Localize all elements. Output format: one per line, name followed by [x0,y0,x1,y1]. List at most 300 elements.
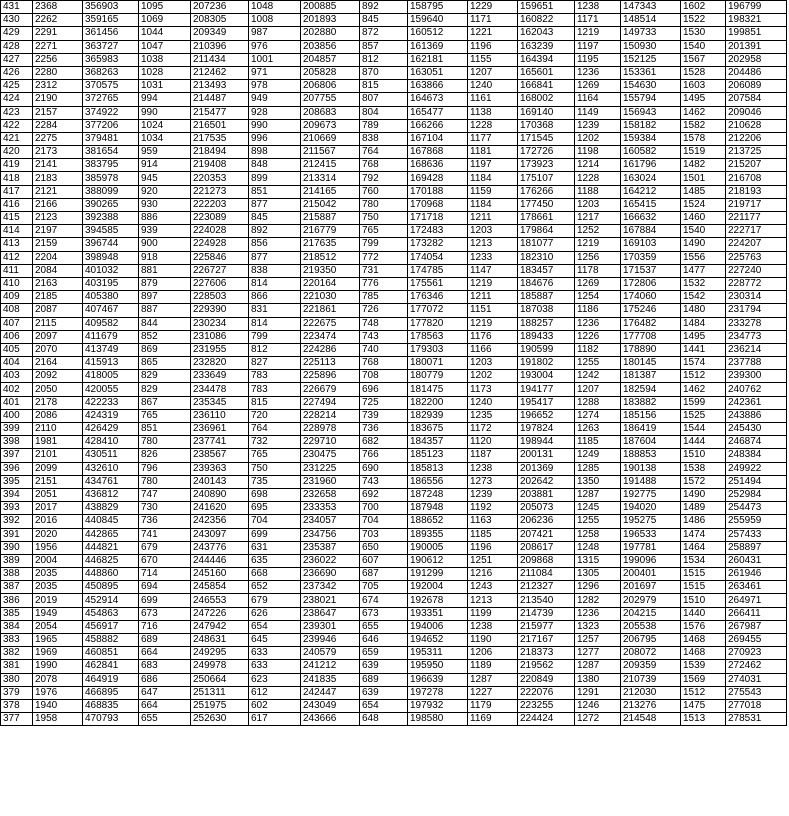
table-cell: 1207 [468,66,518,79]
table-cell: 1258 [575,528,621,541]
table-cell: 167868 [408,146,468,159]
table-cell: 219562 [518,660,575,673]
table-cell: 928 [249,106,301,119]
table-cell: 191488 [621,475,681,488]
table-cell: 699 [139,594,191,607]
table-cell: 225846 [191,251,249,264]
table-cell: 1477 [681,264,726,277]
table-cell: 231225 [301,462,360,475]
table-cell: 2097 [33,330,83,343]
table-cell: 892 [360,1,408,14]
table-cell: 247226 [191,607,249,620]
table-row [1,212,787,225]
table-row [1,686,787,699]
table-cell: 1236 [575,607,621,620]
row-index-cell: 426 [1,66,33,79]
table-cell: 655 [360,620,408,633]
table-cell: 2019 [33,594,83,607]
table-cell: 1490 [681,488,726,501]
table-row [1,317,787,330]
table-cell: 1197 [468,159,518,172]
table-cell: 1120 [468,436,518,449]
table-cell: 215207 [726,159,787,172]
table-cell: 269455 [726,634,787,647]
table-cell: 155794 [621,93,681,106]
table-cell: 184357 [408,436,468,449]
row-index-cell: 414 [1,225,33,238]
table-cell: 236214 [726,343,787,356]
table-cell: 1315 [575,554,621,567]
table-cell: 2110 [33,423,83,436]
table-cell: 2016 [33,515,83,528]
table-cell: 187948 [408,502,468,515]
table-cell: 196533 [621,528,681,541]
table-cell: 188853 [621,449,681,462]
row-index-cell: 404 [1,357,33,370]
table-cell: 838 [249,264,301,277]
table-cell: 2020 [33,528,83,541]
table-cell: 866 [249,291,301,304]
table-row [1,502,787,515]
table-cell: 1273 [468,475,518,488]
row-index-cell: 406 [1,330,33,343]
row-index-cell: 428 [1,40,33,53]
table-cell: 230475 [301,449,360,462]
table-cell: 1155 [468,53,518,66]
table-cell: 1287 [575,488,621,501]
table-cell: 1179 [468,699,518,712]
table-cell: 226727 [191,264,249,277]
table-cell: 183457 [518,264,575,277]
table-cell: 831 [249,304,301,317]
table-cell: 1578 [681,132,726,145]
table-cell: 1513 [681,713,726,726]
table-cell: 205073 [518,502,575,515]
table-cell: 741 [139,528,191,541]
table-cell: 765 [139,409,191,422]
table-cell: 215042 [301,198,360,211]
table-cell: 1515 [681,581,726,594]
table-row [1,251,787,264]
table-cell: 815 [249,396,301,409]
table-cell: 223255 [518,699,575,712]
table-cell: 440845 [83,515,139,528]
table-cell: 232658 [301,488,360,501]
table-cell: 2121 [33,185,83,198]
table-cell: 1203 [468,357,518,370]
table-cell: 218494 [191,146,249,159]
table-cell: 743 [360,330,408,343]
table-cell: 1171 [575,14,621,27]
table-cell: 251311 [191,686,249,699]
table-cell: 234756 [301,528,360,541]
table-cell: 1047 [139,40,191,53]
table-cell: 206806 [301,80,360,93]
table-cell: 650 [360,541,408,554]
table-cell: 838 [360,132,408,145]
table-cell: 714 [139,568,191,581]
table-cell: 1176 [468,330,518,343]
table-cell: 1190 [468,634,518,647]
table-cell: 851 [139,423,191,436]
table-cell: 263461 [726,581,787,594]
table-cell: 182310 [518,251,575,264]
row-index-cell: 409 [1,291,33,304]
table-cell: 617 [249,713,301,726]
table-cell: 1203 [468,225,518,238]
table-cell: 242356 [191,515,249,528]
table-cell: 422233 [83,396,139,409]
table-cell: 197932 [408,699,468,712]
table-cell: 238647 [301,607,360,620]
table-cell: 1965 [33,634,83,647]
table-cell: 1269 [575,277,621,290]
table-cell: 261946 [726,568,787,581]
table-cell: 887 [139,304,191,317]
table-cell: 1236 [575,317,621,330]
row-index-cell: 407 [1,317,33,330]
row-index-cell: 383 [1,634,33,647]
table-cell: 199851 [726,27,787,40]
table-row [1,541,787,554]
table-cell: 215887 [301,212,360,225]
table-cell: 1480 [681,304,726,317]
table-cell: 152125 [621,53,681,66]
table-cell: 204857 [301,53,360,66]
row-index-cell: 420 [1,146,33,159]
table-cell: 207236 [191,1,249,14]
table-cell: 164212 [621,185,681,198]
table-cell: 2262 [33,14,83,27]
table-cell: 2017 [33,502,83,515]
row-index-cell: 418 [1,172,33,185]
table-cell: 228978 [301,423,360,436]
table-row [1,66,787,79]
table-cell: 2183 [33,172,83,185]
table-cell: 392388 [83,212,139,225]
table-cell: 1196 [468,40,518,53]
table-row [1,80,787,93]
table-cell: 218193 [726,185,787,198]
table-cell: 415913 [83,357,139,370]
table-cell: 679 [249,594,301,607]
table-cell: 1028 [139,66,191,79]
row-index-cell: 417 [1,185,33,198]
table-cell: 747 [139,488,191,501]
table-cell: 635 [249,554,301,567]
table-cell: 655 [139,713,191,726]
table-cell: 178661 [518,212,575,225]
table-cell: 430511 [83,449,139,462]
table-cell: 1206 [468,647,518,660]
table-cell: 857 [360,40,408,53]
table-cell: 1203 [575,198,621,211]
table-cell: 764 [249,423,301,436]
table-cell: 192775 [621,488,681,501]
table-cell: 252630 [191,713,249,726]
table-cell: 1149 [575,106,621,119]
table-cell: 1288 [575,396,621,409]
table-cell: 207421 [518,528,575,541]
table-cell: 187604 [621,436,681,449]
table-row [1,132,787,145]
table-cell: 175561 [408,277,468,290]
table-row [1,699,787,712]
table-cell: 780 [139,436,191,449]
table-cell: 1202 [468,370,518,383]
table-cell: 194177 [518,383,575,396]
table-cell: 163024 [621,172,681,185]
table-cell: 1532 [681,277,726,290]
table-cell: 237741 [191,436,249,449]
table-cell: 379481 [83,132,139,145]
table-cell: 1291 [575,686,621,699]
table-cell: 1217 [575,212,621,225]
row-index-cell: 392 [1,515,33,528]
table-cell: 248631 [191,634,249,647]
table-cell: 172483 [408,225,468,238]
table-cell: 182594 [621,383,681,396]
table-cell: 1534 [681,554,726,567]
table-cell: 198321 [726,14,787,27]
table-cell: 356903 [83,1,139,14]
table-cell: 1350 [575,475,621,488]
table-cell: 177450 [518,198,575,211]
table-cell: 390265 [83,198,139,211]
table-cell: 1242 [575,370,621,383]
table-cell: 664 [139,699,191,712]
table-cell: 700 [360,502,408,515]
table-cell: 200885 [301,1,360,14]
table-cell: 1095 [139,1,191,14]
table-cell: 602 [249,699,301,712]
table-cell: 405380 [83,291,139,304]
table-cell: 188257 [518,317,575,330]
table-cell: 703 [360,528,408,541]
table-cell: 1522 [681,14,726,27]
table-cell: 442865 [83,528,139,541]
table-cell: 202958 [726,53,787,66]
table-cell: 626 [249,607,301,620]
table-cell: 1567 [681,53,726,66]
table-cell: 385978 [83,172,139,185]
table-cell: 990 [139,106,191,119]
table-cell: 209349 [191,27,249,40]
table-cell: 194652 [408,634,468,647]
table-cell: 189433 [518,330,575,343]
table-row [1,119,787,132]
table-cell: 224028 [191,225,249,238]
table-row [1,106,787,119]
table-cell: 949 [249,93,301,106]
table-cell: 2368 [33,1,83,14]
table-cell: 200401 [621,568,681,581]
table-cell: 231086 [191,330,249,343]
table-cell: 1576 [681,620,726,633]
table-cell: 184676 [518,277,575,290]
table-cell: 959 [139,146,191,159]
table-cell: 1296 [575,581,621,594]
table-cell: 359165 [83,14,139,27]
table-cell: 1138 [468,106,518,119]
table-cell: 195311 [408,647,468,660]
row-index-cell: 411 [1,264,33,277]
table-cell: 211567 [301,146,360,159]
table-cell: 2087 [33,304,83,317]
table-row [1,436,787,449]
table-cell: 210628 [726,119,787,132]
table-cell: 1582 [681,119,726,132]
table-cell: 2086 [33,409,83,422]
table-cell: 812 [360,53,408,66]
table-cell: 826 [139,449,191,462]
table-cell: 1501 [681,172,726,185]
table-cell: 631 [249,541,301,554]
table-cell: 1464 [681,541,726,554]
table-cell: 235345 [191,396,249,409]
table-cell: 191299 [408,568,468,581]
table-cell: 236110 [191,409,249,422]
table-cell: 740 [360,343,408,356]
table-cell: 865 [139,357,191,370]
row-index-cell: 381 [1,660,33,673]
table-cell: 2070 [33,343,83,356]
table-cell: 176482 [621,317,681,330]
table-cell: 673 [360,607,408,620]
table-cell: 182200 [408,396,468,409]
table-row [1,185,787,198]
row-index-cell: 385 [1,607,33,620]
table-cell: 162043 [518,27,575,40]
table-cell: 243097 [191,528,249,541]
table-cell: 704 [249,515,301,528]
table-cell: 224424 [518,713,575,726]
table-cell: 266411 [726,607,787,620]
table-cell: 234057 [301,515,360,528]
table-cell: 2312 [33,80,83,93]
table-cell: 939 [139,225,191,238]
table-cell: 411679 [83,330,139,343]
table-cell: 230234 [191,317,249,330]
table-cell: 172726 [518,146,575,159]
table-cell: 726 [360,304,408,317]
table-cell: 1173 [468,383,518,396]
table-cell: 208072 [621,647,681,660]
table-cell: 209046 [726,106,787,119]
table-row [1,713,787,726]
table-cell: 607 [360,554,408,567]
table-cell: 2123 [33,212,83,225]
table-cell: 776 [360,277,408,290]
table-cell: 177820 [408,317,468,330]
table-cell: 1510 [681,594,726,607]
table-cell: 368263 [83,66,139,79]
table-cell: 996 [249,132,301,145]
table-cell: 633 [249,660,301,673]
table-cell: 169140 [518,106,575,119]
table-cell: 1229 [468,1,518,14]
table-cell: 239301 [301,620,360,633]
row-index-cell: 398 [1,436,33,449]
table-cell: 1519 [681,146,726,159]
table-cell: 196652 [518,409,575,422]
table-cell: 1248 [575,541,621,554]
table-cell: 187038 [518,304,575,317]
table-cell: 2004 [33,554,83,567]
table-cell: 258897 [726,541,787,554]
table-cell: 670 [139,554,191,567]
table-cell: 215477 [191,106,249,119]
table-cell: 716 [139,620,191,633]
table-cell: 783 [249,383,301,396]
table-cell: 159384 [621,132,681,145]
table-cell: 149733 [621,27,681,40]
table-cell: 166266 [408,119,468,132]
table-cell: 1161 [468,93,518,106]
table-cell: 432610 [83,462,139,475]
table-cell: 170968 [408,198,468,211]
table-cell: 1238 [468,462,518,475]
table-cell: 1380 [575,673,621,686]
table-cell: 1219 [468,317,518,330]
table-cell: 1213 [468,594,518,607]
table-cell: 1981 [33,436,83,449]
row-index-cell: 395 [1,475,33,488]
table-cell: 187248 [408,488,468,501]
table-cell: 1287 [575,660,621,673]
table-cell: 249922 [726,462,787,475]
table-row [1,172,787,185]
table-cell: 736 [139,515,191,528]
table-cell: 673 [139,607,191,620]
table-cell: 185123 [408,449,468,462]
row-index-cell: 393 [1,502,33,515]
table-cell: 1602 [681,1,726,14]
table-cell: 664 [139,647,191,660]
table-cell: 189355 [408,528,468,541]
table-cell: 689 [139,634,191,647]
table-cell: 1484 [681,317,726,330]
table-cell: 1184 [468,172,518,185]
table-cell: 1240 [468,80,518,93]
table-cell: 748 [360,317,408,330]
table-cell: 233649 [191,370,249,383]
table-cell: 213725 [726,146,787,159]
table-cell: 1474 [681,528,726,541]
table-cell: 278531 [726,713,787,726]
table-cell: 1211 [468,291,518,304]
table-cell: 1277 [575,647,621,660]
table-cell: 897 [139,291,191,304]
table-cell: 182939 [408,409,468,422]
table-row [1,146,787,159]
table-cell: 231960 [301,475,360,488]
table-cell: 690 [360,462,408,475]
table-cell: 1171 [468,14,518,27]
table-cell: 1182 [575,343,621,356]
table-cell: 1489 [681,502,726,515]
table-cell: 1243 [468,581,518,594]
table-cell: 148514 [621,14,681,27]
table-cell: 1538 [681,462,726,475]
table-cell: 1603 [681,80,726,93]
table-cell: 1468 [681,634,726,647]
table-cell: 240762 [726,383,787,396]
table-cell: 161796 [621,159,681,172]
table-cell: 242447 [301,686,360,699]
table-cell: 1197 [575,40,621,53]
table-cell: 213493 [191,80,249,93]
